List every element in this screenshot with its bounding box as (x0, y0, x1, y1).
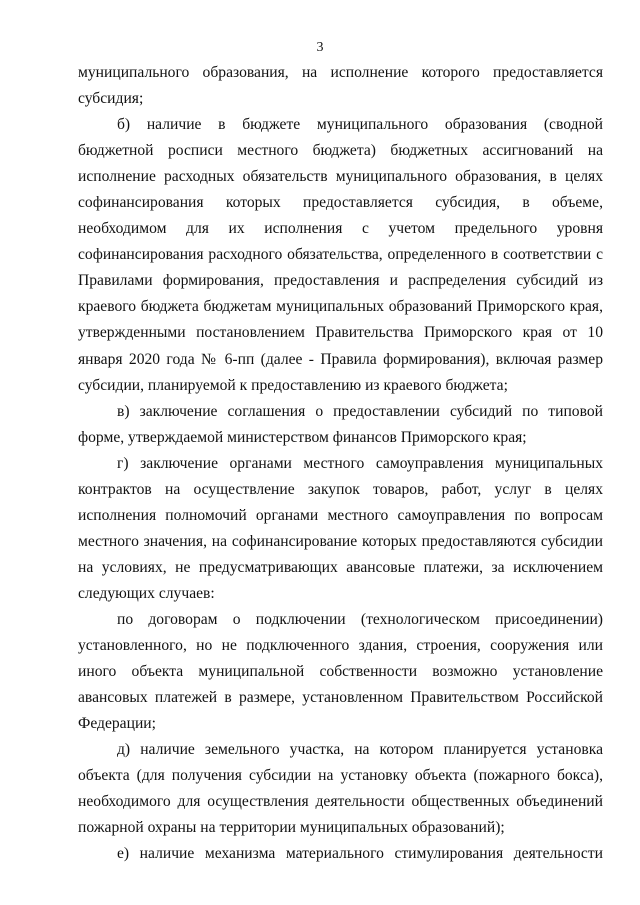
paragraph-exception: по договорам о подключении (технологическом присоединении) установленного, но не подключенного здания, строения, сооружения или иного объекта муниципальной собственности возможно установление авансовых платежей в размере, установленном Правительством Российской Федерации; (78, 610, 603, 733)
paragraph-continuation: муниципального образования, на исполнение которого предоставляется субсидия; (78, 64, 603, 108)
page-number: 3 (316, 40, 324, 55)
paragraph-item-b: б) наличие в бюджете муниципального образования (сводной бюджетной росписи местного бюджета) бюджетных ассигнований на исполнение расходных обязательств муниципального образования, в целях софинансирования которых предоставляется субсидия, в объеме, необходимом для их исполнения с учетом предельного уровня софинансирования расходного обязательства, определенного в соответствии с Правилами формирования, предоставления и распределения субсидий из краевого бюджета бюджетам муниципальных образований Приморского края, утвержденными постановлением Правительства Приморского края от 10 января 2020 года № 6-пп (далее - Правила формирования), включая размер субсидии, планируемой к предоставлению из краевого бюджета; (78, 116, 603, 394)
paragraph-item-v: в) заключение соглашения о предоставлении субсидий по типовой форме, утверждаемой министерством финансов Приморского края; (78, 402, 603, 446)
paragraph-item-g: г) заключение органами местного самоуправления муниципальных контрактов на осуществление закупок товаров, работ, услуг в целях исполнения полномочий органами местного самоуправления по вопросам местного значения, на софинансирование которых предоставляются субсидии на условиях, не предусматривающих авансовые платежи, за исключением следующих случаев: (78, 454, 603, 602)
paragraph-item-e: е) наличие механизма материального стимулирования деятельности (117, 845, 603, 863)
document-body (78, 60, 603, 867)
paragraph-item-d: д) наличие земельного участка, на котором планируется установка объекта (для получения субсидии на установку объекта (пожарного бокса), необходимого для осуществления деятельности общественных объединений пожарной охраны на территории муниципальных образований); (78, 741, 603, 837)
